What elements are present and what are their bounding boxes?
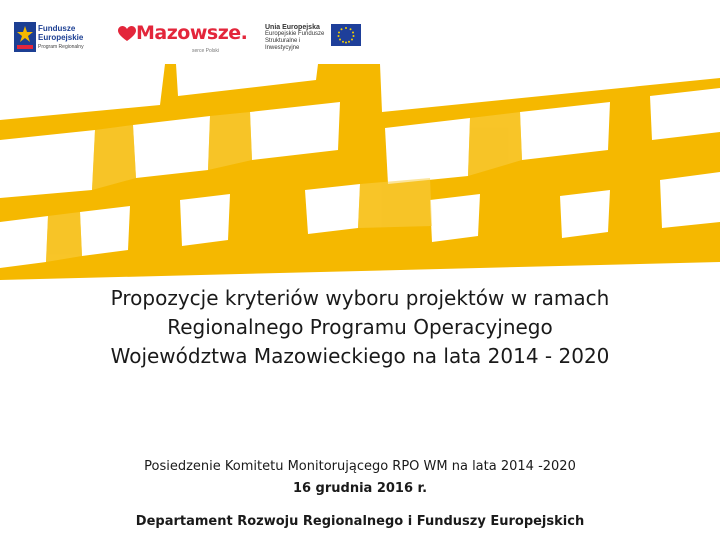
mazowsze-sub: serce Polski bbox=[192, 48, 219, 54]
department-name: Departament Rozwoju Regionalnego i Funduszy Europejskich bbox=[135, 514, 585, 529]
fundusze-stars-icon bbox=[14, 22, 36, 52]
ue-line2: Europejskie Fundusze bbox=[265, 31, 325, 37]
title-line-2: Regionalnego Programu Operacyjnego bbox=[167, 315, 553, 339]
heart-icon bbox=[118, 26, 136, 42]
mazowsze-logo bbox=[118, 22, 248, 58]
meeting-date: 16 grudnia 2016 r. bbox=[292, 481, 428, 496]
ue-title: Unia Europejska bbox=[265, 24, 320, 31]
logo-bar bbox=[0, 0, 720, 64]
eu-flag-icon bbox=[331, 24, 361, 46]
fundusze-europejskie-logo bbox=[14, 22, 94, 58]
title-line-1: Propozycje kryteriów wyboru projektów w ramach bbox=[110, 286, 610, 310]
fundusze-line1: Fundusze bbox=[38, 24, 76, 33]
title-line-3: Województwa Mazowieckiego na lata 2014 - 2020 bbox=[110, 344, 610, 368]
meeting-subtitle: Posiedzenie Komitetu Monitorującego RPO WM na lata 2014 -2020 bbox=[144, 459, 576, 474]
mazowsze-name: Mazowsze. bbox=[136, 22, 248, 44]
ue-line3: Strukturalne i Inwestycyjne bbox=[265, 38, 301, 51]
slide-title bbox=[40, 284, 680, 371]
unia-europejska-logo bbox=[265, 22, 365, 58]
fundusze-line2: Europejskie bbox=[38, 33, 84, 42]
fundusze-sub: Program Regionalny bbox=[38, 44, 84, 50]
